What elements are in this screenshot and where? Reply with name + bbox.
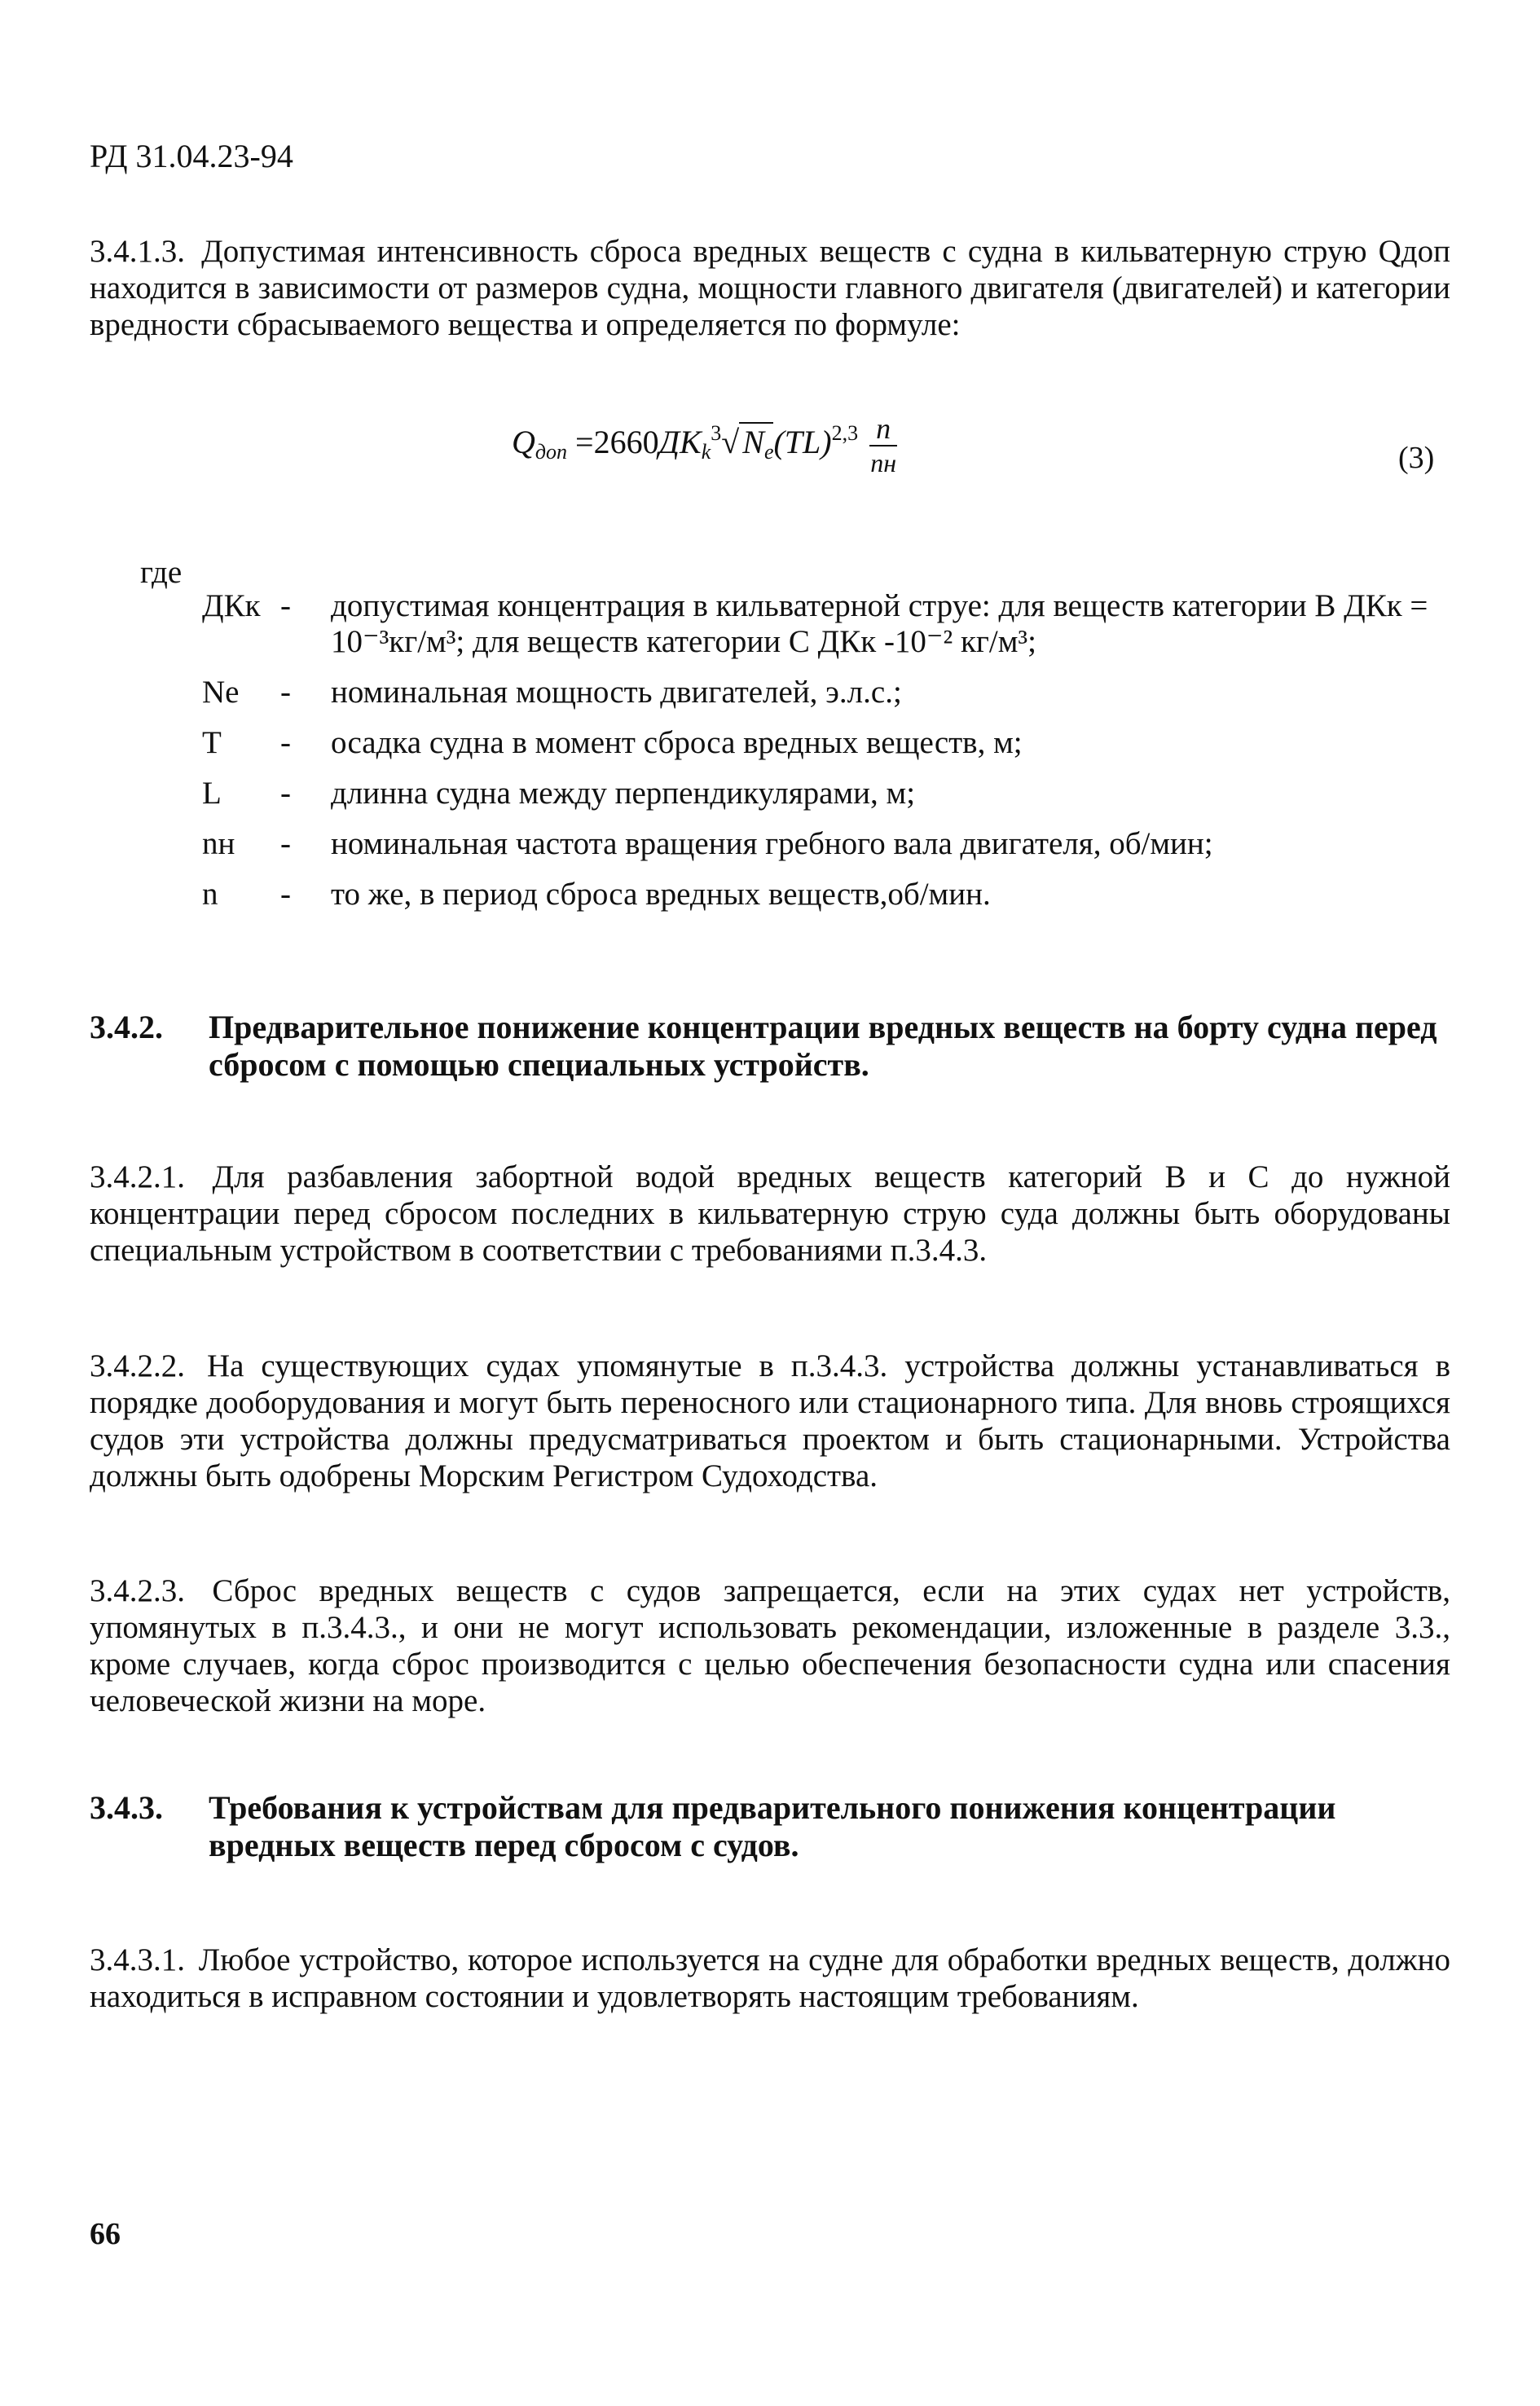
formula-ne: N <box>742 424 764 461</box>
definition-symbol: T <box>202 725 222 760</box>
section-heading-3-4-2 <box>90 1009 1450 1084</box>
formula-radicand <box>739 422 774 464</box>
definition-dash: - <box>280 588 291 623</box>
definition-dash: - <box>280 877 291 912</box>
heading-text: Предварительное понижение концентрации вредных веществ на борту судна перед сбросом с помощью специальных устройств. <box>209 1009 1437 1083</box>
formula-tl-exponent: 2,3 <box>831 421 859 446</box>
definition-symbol: n <box>202 877 218 912</box>
heading-number: 3.4.2. <box>90 1009 163 1045</box>
heading-number: 3.4.3. <box>90 1789 163 1826</box>
definition-text: осадка судна в момент сброса вредных веществ, м; <box>331 725 1023 760</box>
equation-number: (3) <box>1398 441 1435 475</box>
paragraph-3-4-3-1 <box>90 1942 1450 2015</box>
fraction-numerator: n <box>869 412 897 446</box>
definitions-list <box>202 588 1457 927</box>
paragraph-text: Для разбавления забортной водой вредных веществ категорий В и С до нужной концентрации перед сбросом последних в кильватерную струю суда должны быть оборудованы специальным устройством в соответствии с требованиями п.3.4.3. <box>90 1159 1451 1268</box>
definition-row <box>202 877 1457 913</box>
definition-row <box>202 588 1457 660</box>
formula-tl: (TL) <box>773 424 832 461</box>
paragraph-3-4-2-2 <box>90 1348 1450 1494</box>
definition-symbol: Ne <box>202 675 240 710</box>
formula-fraction <box>869 412 897 479</box>
formula-k-subscript: k <box>701 440 711 464</box>
paragraph-text: Любое устройство, которое используется на судне для обработки вредных веществ, должно находиться в исправном состоянии и удовлетворять настоящим требованиям. <box>90 1942 1450 2014</box>
formula-root-index: 3 <box>711 421 722 446</box>
definition-dash: - <box>280 776 291 811</box>
fraction-denominator: nн <box>870 448 897 477</box>
definition-dash: - <box>280 826 291 861</box>
definition-text: длинна судна между перпендикулярами, м; <box>331 776 916 811</box>
definition-row <box>202 725 1457 761</box>
where-label: где <box>140 555 183 590</box>
definition-text: номинальная мощность двигателей, э.л.с.; <box>331 675 902 710</box>
paragraph-number: 3.4.3.1. <box>90 1942 185 1977</box>
definition-row <box>202 675 1457 710</box>
paragraph-number: 3.4.2.3. <box>90 1573 185 1608</box>
paragraph-3-4-2-3 <box>90 1572 1450 1719</box>
definition-symbol: L <box>202 776 222 811</box>
heading-text: Требования к устройствам для предварительного понижения концентрации вредных веществ перед сбросом с судов. <box>209 1789 1336 1863</box>
radical-sign: √ <box>721 424 740 461</box>
definition-dash: - <box>280 725 291 760</box>
paragraph-number: 3.4.2.2. <box>90 1348 185 1383</box>
page-number: 66 <box>90 2217 121 2251</box>
paragraph-text: На существующих судах упомянутые в п.3.4.3. устройства должны устанавливаться в порядке дооборудования и могут быть переносного или стационарного типа. Для вновь строящихся судов эти устройства должны предусматриваться проектом и быть стационарными. Устройства должны быть одобрены Морским Регистром Судоходства. <box>90 1348 1450 1493</box>
formula-lhs: Q <box>512 424 535 461</box>
definition-text: допустимая концентрация в кильватерной струе: для веществ категории В ДКк = 10⁻³кг/м³; для веществ категории С ДКк -10⁻² кг/м³; <box>331 588 1428 659</box>
definition-text: то же, в период сброса вредных веществ,об/мин. <box>331 877 991 912</box>
paragraph-text: Сброс вредных веществ с судов запрещается, если на этих судах нет устройств, упомянутых в п.3.4.3., и они не могут использовать рекомендации, изложенные в разделе 3.3., кроме случаев, когда сброс производится с целью обеспечения безопасности судна или спасения человеческой жизни на море. <box>90 1573 1450 1718</box>
paragraph-3-4-1-3 <box>90 233 1450 343</box>
paragraph-3-4-2-1 <box>90 1159 1450 1269</box>
formula-lhs-subscript: доп <box>535 440 568 464</box>
section-heading-3-4-3 <box>90 1789 1450 1864</box>
paragraph-text: Допустимая интенсивность сброса вредных веществ с судна в кильватерную струю Qдоп находится в зависимости от размеров судна, мощности главного двигателя (двигателей) и категории вредности сбрасываемого вещества и определяется по формуле: <box>90 234 1450 342</box>
definition-symbol: ДКк <box>202 588 261 623</box>
formula-ne-subscript: e <box>763 440 774 464</box>
formula-coefficient: =2660 <box>567 424 659 461</box>
definition-row <box>202 826 1457 862</box>
definition-text: номинальная частота вращения гребного вала двигателя, об/мин; <box>331 826 1213 861</box>
paragraph-number: 3.4.2.1. <box>90 1159 185 1194</box>
formula-q-dop <box>512 412 897 479</box>
document-code: РД 31.04.23-94 <box>90 138 293 174</box>
definition-dash: - <box>280 675 291 710</box>
definition-symbol: nн <box>202 826 235 861</box>
formula-dk: ДK <box>658 424 702 461</box>
paragraph-number: 3.4.1.3. <box>90 234 185 269</box>
definition-row <box>202 776 1457 812</box>
